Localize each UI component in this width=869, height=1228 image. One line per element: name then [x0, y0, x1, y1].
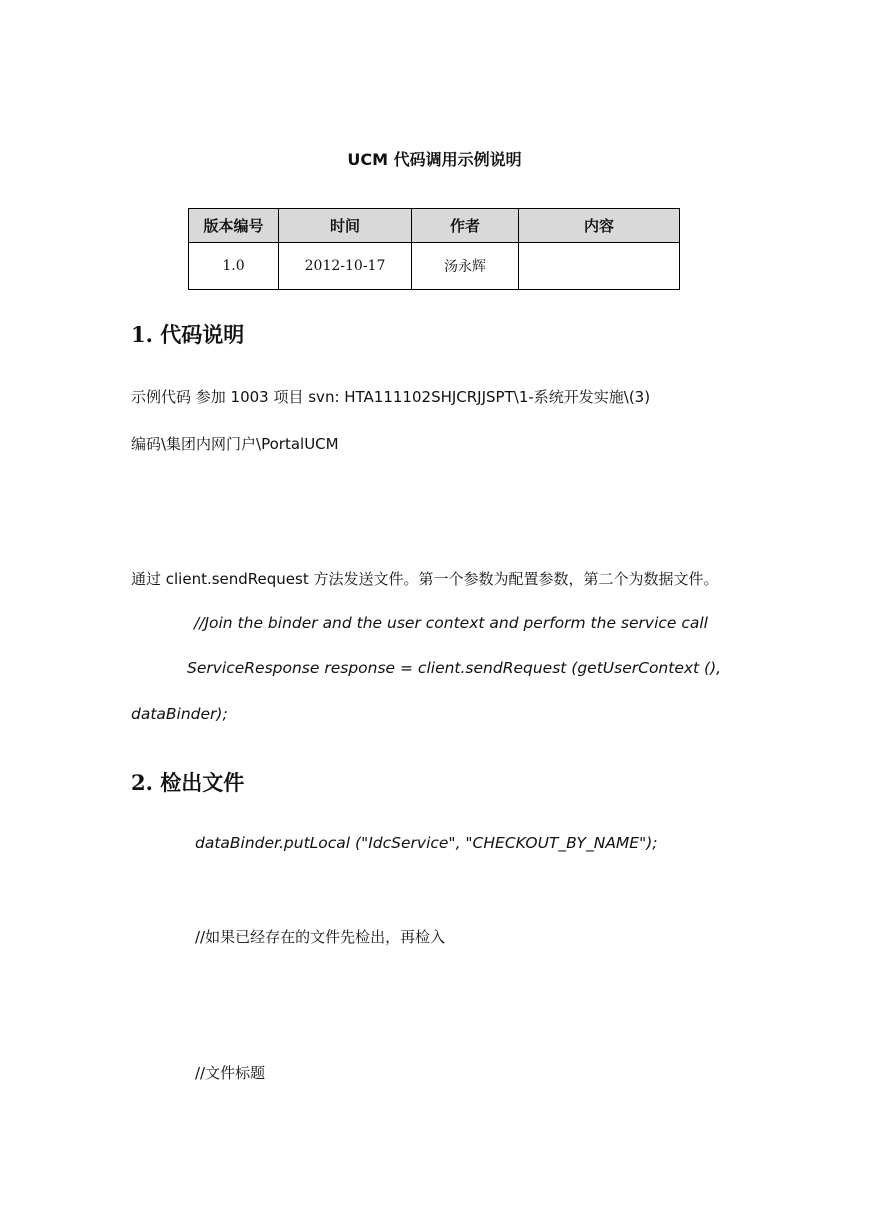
document-title: UCM 代码调用示例说明 — [347, 150, 522, 169]
header-version-no: 版本编号 — [189, 209, 279, 243]
header-time: 时间 — [279, 209, 412, 243]
version-table — [188, 208, 680, 290]
section1-description: 通过 client.sendRequest 方法发送文件。第一个参数为配置参数，第二个为数据文件。 — [131, 570, 719, 588]
code-put-local: dataBinder.putLocal ("IdcService", "CHECKOUT_BY_NAME"); — [195, 834, 658, 852]
comment-file-title: //文件标题 — [195, 1064, 266, 1082]
code-send-request-line1: ServiceResponse response = client.sendRequest (getUserContext (), — [187, 659, 722, 677]
section1-heading: 1. 代码说明 — [131, 322, 245, 347]
version-table-header-row — [189, 209, 680, 243]
section1-svn-line2: 编码\集团内网门户\PortalUCM — [131, 435, 339, 453]
cell-author: 汤永辉 — [412, 243, 519, 290]
comment-checkout-existing: //如果已经存在的文件先检出，再检入 — [195, 928, 446, 946]
cell-time: 2012-10-17 — [279, 243, 412, 290]
cell-version-no: 1.0 — [189, 243, 279, 290]
table-row — [189, 243, 680, 290]
section2-heading: 2. 检出文件 — [131, 770, 245, 795]
header-content: 内容 — [519, 209, 680, 243]
header-author: 作者 — [412, 209, 519, 243]
section1-svn-line1: 示例代码 参加 1003 项目 svn: HTA111102SHJCRJJSPT\1-系统开发实施\(3) — [131, 388, 651, 406]
code-comment-join-binder: //Join the binder and the user context and perform the service call — [194, 614, 708, 632]
cell-content — [519, 243, 680, 290]
code-send-request-line2: dataBinder); — [131, 705, 228, 723]
